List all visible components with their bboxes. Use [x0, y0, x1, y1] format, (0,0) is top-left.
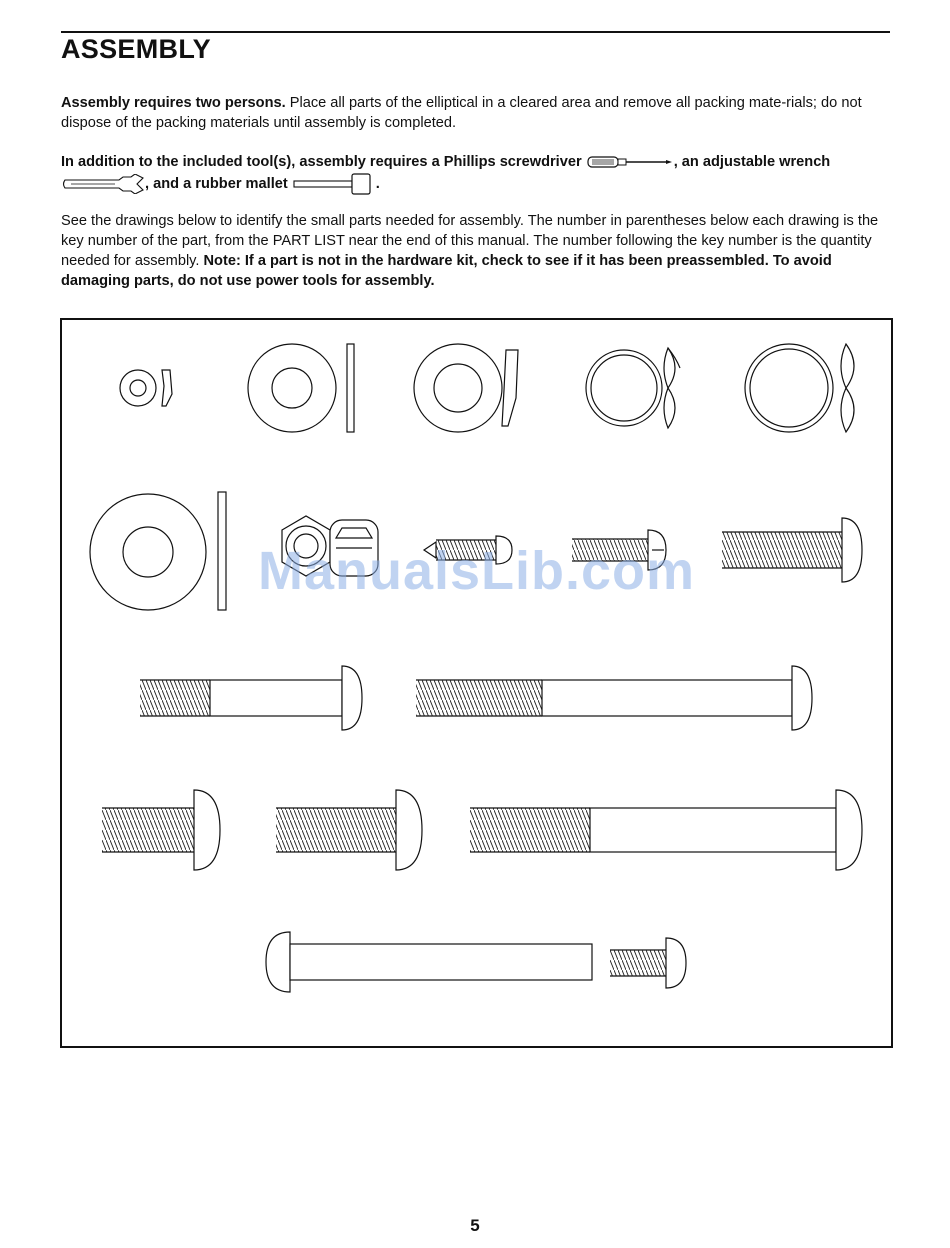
large-flat-washer-icon: [90, 492, 226, 610]
mallet-icon: [292, 172, 376, 196]
wrench-icon: [61, 174, 145, 194]
machine-screw-icon: [572, 530, 666, 570]
hardware-drawings: [62, 320, 891, 1046]
short-bolt-icon: [722, 518, 862, 582]
intro-bold: Assembly requires two persons.: [61, 95, 286, 111]
parts-paragraph: [61, 211, 891, 291]
small-screw-icon: [424, 536, 512, 564]
screwdriver-icon: [586, 155, 674, 169]
page-number: 5: [470, 1216, 480, 1235]
clip-ring-icon: [586, 348, 680, 428]
large-lock-washer-icon: [414, 344, 518, 432]
short-machine-screw-icon: [610, 938, 686, 988]
large-clip-ring-icon: [745, 344, 854, 432]
intro-text: Place all parts of the elliptical in a cleared area and remove all packing mate-rials; do not dispose of the packing materials until assembly is completed.: [61, 95, 862, 131]
watermark: ManualsLib.com: [257, 541, 696, 601]
thick-bolt-2-icon: [276, 790, 422, 870]
parts-illustration-box: [60, 318, 893, 1048]
tools-text-1: In addition to the included tool(s), assembly requires a Phillips screwdriver: [61, 154, 582, 170]
page-title: ASSEMBLY: [61, 34, 211, 64]
tools-text-3: , and a rubber mallet: [145, 175, 288, 192]
parts-text: See the drawings below to identify the small parts needed for assembly. The number in parentheses below each drawing is the key number of the part, from the PART LIST near the end of this manual. The number following the key number is the quantity needed for assembly.: [61, 213, 879, 269]
parts-note: Note: If a part is not in the hardware kit, check to see if it has been preassembled. To avoid damaging parts, do not use power tools for assembly.: [61, 253, 832, 289]
tools-text-2: , an adjustable wrench: [673, 154, 831, 170]
axle-bolt-icon: [266, 932, 592, 992]
tools-paragraph: [61, 152, 891, 196]
small-lock-washer-icon: [120, 370, 172, 406]
header-rule: [61, 31, 890, 33]
flat-washer-icon: [248, 344, 354, 432]
long-bolt-icon: [416, 666, 812, 730]
tools-text-4: .: [375, 175, 380, 192]
medium-bolt-icon: [140, 666, 362, 730]
intro-paragraph: [61, 93, 891, 133]
thick-bolt-icon: [102, 790, 220, 870]
thick-long-bolt-icon: [470, 790, 862, 870]
nylon-lock-nut-icon: [282, 516, 378, 576]
